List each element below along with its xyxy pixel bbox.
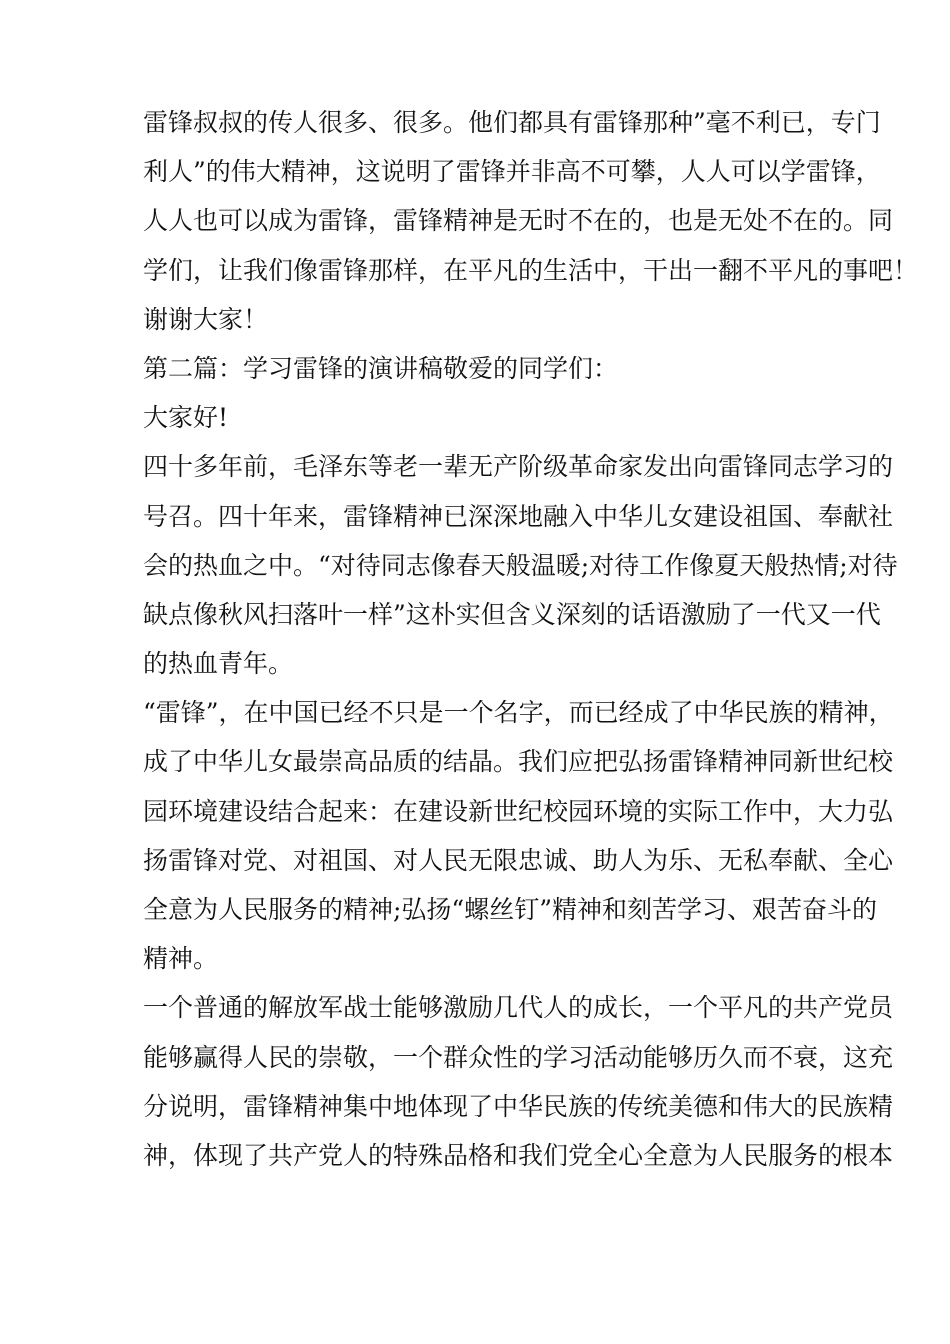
text-line: “雷锋”，在中国已经不只是一个名字，而已经成了中华民族的精神， (143, 698, 894, 728)
text-line: 扬雷锋对党、对祖国、对人民无限忠诚、助人为乐、无私奉献、全心 (143, 845, 894, 875)
greeting (143, 393, 823, 442)
text-line: 缺点像秋风扫落叶一样”这朴实但含义深刻的话语激励了一代又一代 (143, 599, 881, 629)
paragraph (143, 983, 894, 1180)
text-line: 会的热血之中。“对待同志像春天般温暖;对待工作像夏天般热情;对待 (143, 550, 898, 580)
text-line: 园环境建设结合起来：在建设新世纪校园环境的实际工作中，大力弘 (143, 796, 894, 826)
text-line: 利人”的伟大精神，这说明了雷锋并非高不可攀，人人可以学雷锋， (143, 157, 881, 187)
text-line: 全意为人民服务的精神;弘扬“螺丝钉”精神和刻苦学习、艰苦奋斗的 (143, 895, 877, 924)
text-line: 第二篇：学习雷锋的演讲稿敬爱的同学们： (143, 353, 619, 383)
text-line: 大家好! (143, 403, 229, 433)
text-line: 成了中华儿女最崇高品质的结晶。我们应把弘扬雷锋精神同新世纪校 (143, 747, 894, 777)
document-body (143, 98, 919, 1180)
text-line: 神，体现了共产党人的特殊品格和我们党全心全意为人民服务的根本 (143, 1140, 894, 1170)
text-line: 人人也可以成为雷锋，雷锋精神是无时不在的，也是无处不在的。同 (143, 206, 894, 236)
text-line: 分说明，雷锋精神集中地体现了中华民族的传统美德和伟大的民族精 (143, 1091, 894, 1121)
paragraph (143, 98, 919, 344)
section-heading (143, 344, 823, 393)
text-line: 雷锋叔叔的传人很多、很多。他们都具有雷锋那种”毫不利已，专门 (143, 108, 881, 137)
text-line: 的热血青年。 (143, 649, 294, 679)
text-line: 精神。 (143, 944, 219, 974)
text-line: 一个普通的解放军战士能够激励几代人的成长，一个平凡的共产党员 (143, 993, 894, 1023)
paragraph (143, 688, 894, 983)
text-line: 能够赢得人民的崇敬，一个群众性的学习活动能够历久而不衰，这充 (143, 1042, 894, 1072)
text-line: 号召。四十年来，雷锋精神已深深地融入中华儿女建设祖国、奉献社 (143, 501, 894, 531)
text-line: 四十多年前，毛泽东等老一辈无产阶级革命家发出向雷锋同志学习的 (143, 452, 894, 482)
text-line: 谢谢大家！ (143, 304, 269, 334)
paragraph (143, 442, 898, 688)
text-line: 学们，让我们像雷锋那样，在平凡的生活中，干出一翻不平凡的事吧！ (143, 255, 919, 285)
